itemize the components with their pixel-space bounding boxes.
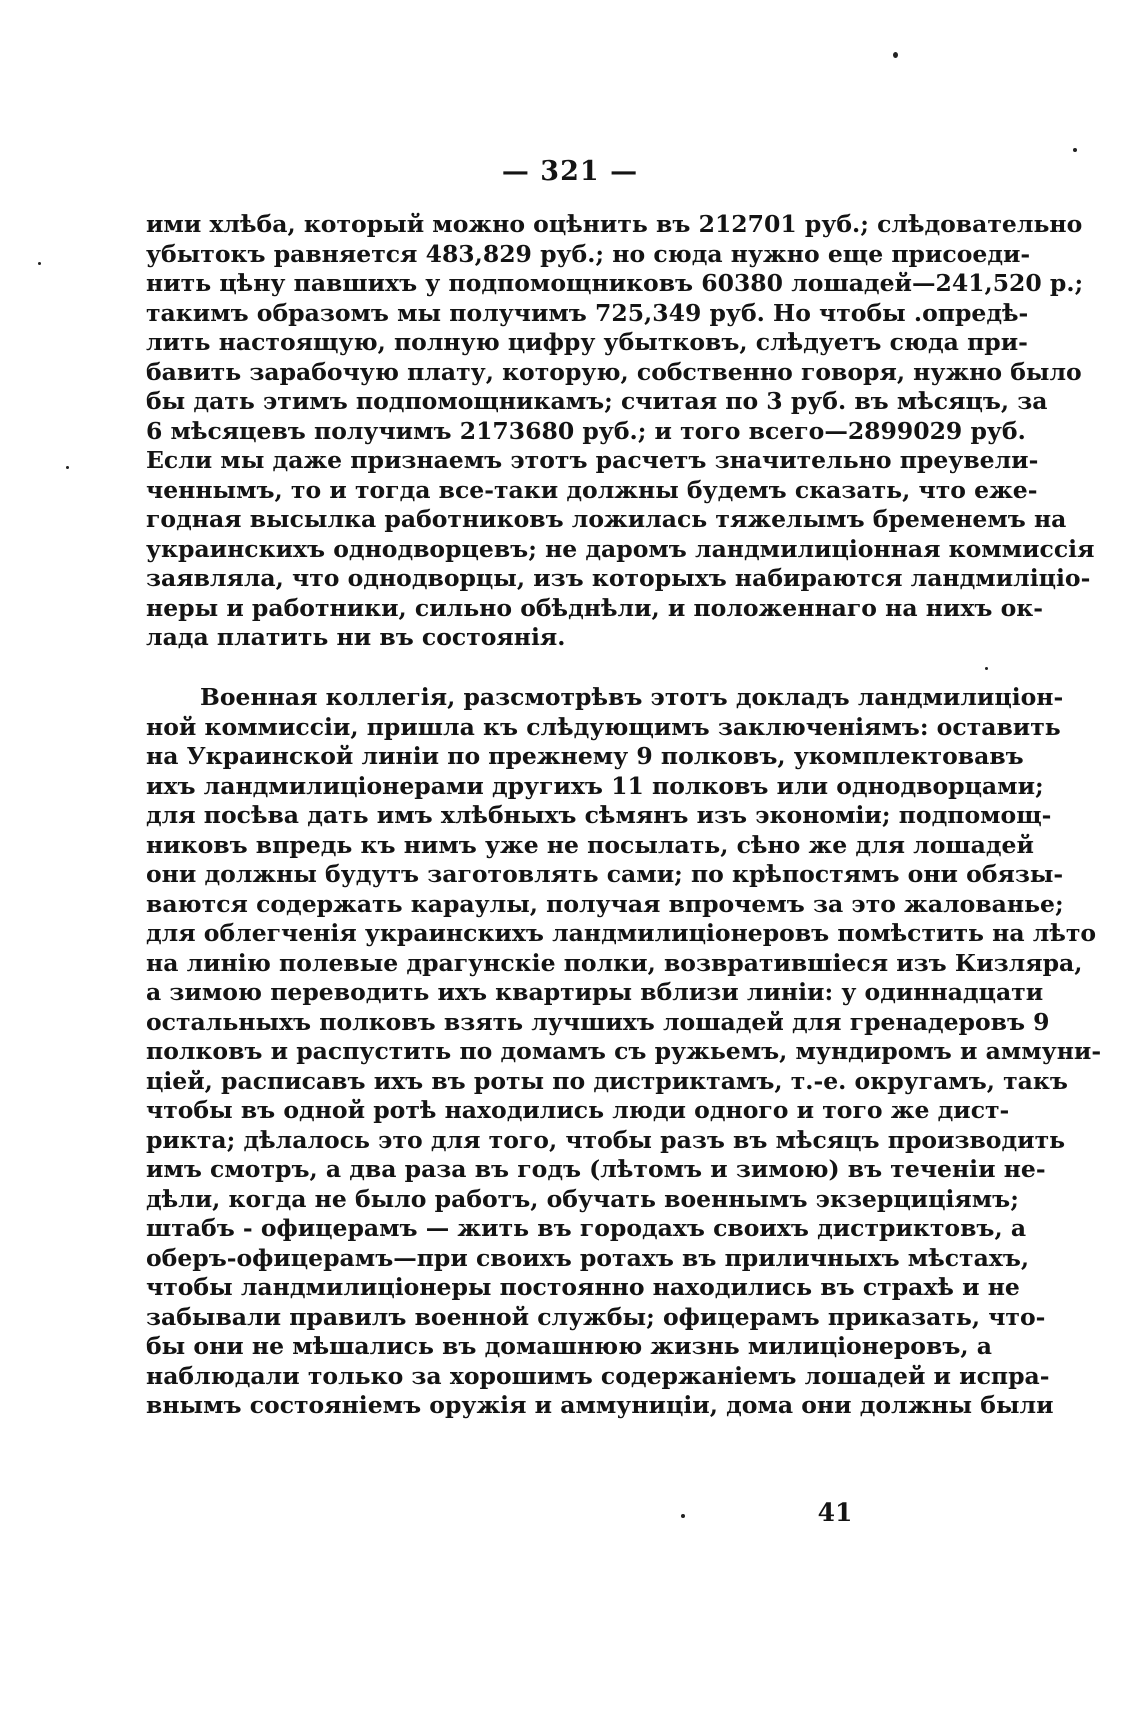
text-line: бавить зарабочую плату, которую, собственно говоря, нужно было <box>146 357 1082 386</box>
text-line: заявляла, что однодворцы, изъ которыхъ набираются ландмиліціо- <box>146 564 1091 592</box>
page-number: — 321 — <box>501 156 639 187</box>
page-speck <box>38 262 41 265</box>
text-line: такимъ образомъ мы получимъ 725,349 руб. Но чтобы .опредѣ- <box>146 298 1029 327</box>
text-line: 6 мѣсяцевъ получимъ 2173680 руб.; и того всего—2899029 руб. <box>146 416 1026 445</box>
paragraph-2 <box>146 683 1102 1421</box>
page-speck <box>681 1514 685 1518</box>
text-line: на Украинской линіи по прежнему 9 полковъ, укомплектовавъ <box>146 742 1024 770</box>
text-line: забывали правилъ военной службы; офицерамъ приказать, что- <box>146 1302 1046 1331</box>
text-line: никовъ впредь къ нимъ уже не посылать, сѣно же для лошадей <box>146 830 1034 859</box>
text-line: неры и работники, сильно обѣднѣли, и положеннаго на нихъ ок- <box>146 593 1043 622</box>
text-line: а зимою переводить ихъ квартиры вблизи линіи: у одиннадцати <box>146 978 1044 1006</box>
text-line: рикта; дѣлалось это для того, чтобы разъ въ мѣсяцъ производить <box>146 1125 1066 1154</box>
text-line: они должны будутъ заготовлять сами; по крѣпостямъ они обязы- <box>146 860 1064 888</box>
text-line: лить настоящую, полную цифру убытковъ, слѣдуетъ сюда при- <box>146 328 1028 356</box>
signature-mark: 41 <box>817 1498 853 1527</box>
text-line: остальныхъ полковъ взять лучшихъ лошадей для гренадеровъ 9 <box>146 1007 1050 1036</box>
text-line: внымъ состояніемъ оружія и аммуниціи, дома они должны были <box>146 1391 1054 1419</box>
text-line: ваются содержать караулы, получая впрочемъ за это жалованье; <box>146 889 1064 918</box>
text-line: имъ смотръ, а два раза въ годъ (лѣтомъ и зимою) въ теченіи не- <box>146 1155 1046 1183</box>
text-line: Военная коллегія, разсмотрѣвъ этотъ докладъ ландмилиціон- <box>200 683 1064 711</box>
text-line: полковъ и распустить по домамъ съ ружьемъ, мундиромъ и аммуни- <box>146 1037 1102 1065</box>
text-line: чтобы ландмилиціонеры постоянно находились въ страхѣ и не <box>146 1273 1020 1301</box>
page-speck <box>1073 148 1077 152</box>
text-line: лада платить ни въ состоянія. <box>146 623 566 651</box>
text-line: украинскихъ однодворцевъ; не даромъ ландмилиціонная коммиссія <box>146 534 1095 563</box>
text-line: бы дать этимъ подпомощникамъ; считая по 3 руб. въ мѣсяцъ, за <box>146 387 1048 415</box>
text-line: бы они не мѣшались въ домашнюю жизнь милиціонеровъ, а <box>146 1332 992 1360</box>
text-line: чтобы въ одной ротѣ находились люди одного и того же дист- <box>146 1096 1010 1124</box>
text-line: убытокъ равняется 483,829 руб.; но сюда нужно еще присоеди- <box>146 239 1031 268</box>
text-line: наблюдали только за хорошимъ содержаніемъ лошадей и испра- <box>146 1361 1050 1390</box>
text-line: для посѣва дать имъ хлѣбныхъ сѣмянъ изъ экономіи; подпомощ- <box>146 801 1052 829</box>
page-speck <box>893 52 898 58</box>
text-line: нить цѣну павшихъ у подпомощниковъ 60380 лошадей—241,520 р.; <box>146 269 1084 297</box>
text-line: годная высылка работниковъ ложилась тяжелымъ бременемъ на <box>146 505 1067 533</box>
text-line: штабъ - офицерамъ — жить въ городахъ своихъ дистриктовъ, а <box>146 1214 1027 1242</box>
text-line: на линію полевые драгунскіе полки, возвратившіеся изъ Кизляра, <box>146 948 1083 977</box>
page-speck <box>66 466 69 469</box>
paragraph-1 <box>146 210 1095 653</box>
text-line: ими хлѣба, который можно оцѣнить въ 212701 руб.; слѣдовательно <box>146 210 1083 238</box>
text-line: Если мы даже признаемъ этотъ расчетъ значительно преувели- <box>146 446 1039 474</box>
text-line: ихъ ландмилиціонерами другихъ 11 полковъ или однодворцами; <box>146 771 1044 800</box>
text-line: оберъ-офицерамъ—при своихъ ротахъ въ приличныхъ мѣстахъ, <box>146 1243 1030 1272</box>
text-line: ной коммиссіи, пришла къ слѣдующимъ заключеніямъ: оставить <box>146 712 1061 741</box>
text-line: ціей, расписавъ ихъ въ роты по дистриктамъ, т.-е. округамъ, такъ <box>146 1066 1068 1095</box>
text-line: ченнымъ, то и тогда все-таки должны будемъ сказать, что еже- <box>146 475 1038 504</box>
text-line: для облегченія украинскихъ ландмилиціонеровъ помѣстить на лѣто <box>146 919 1097 947</box>
page-speck <box>985 667 988 670</box>
text-line: дѣли, когда не было работъ, обучать военнымъ экзерциціямъ; <box>146 1184 1019 1213</box>
